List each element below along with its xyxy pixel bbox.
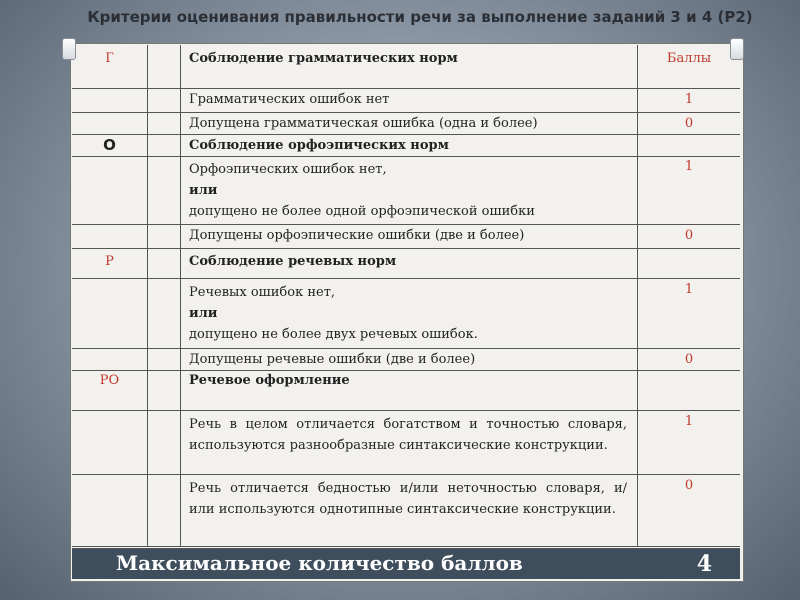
- table-row: [72, 89, 740, 113]
- table-row: [72, 113, 740, 135]
- row-line: Речевых ошибок нет,: [189, 285, 336, 300]
- points-header: Баллы: [666, 51, 712, 66]
- row-line-or: или: [189, 183, 218, 198]
- criterion-title: Соблюдение речевых норм: [180, 249, 638, 278]
- table-row: [72, 349, 740, 371]
- table-row: [72, 411, 740, 475]
- table-section-row: [72, 371, 740, 411]
- table-row: [72, 279, 740, 349]
- table-section-row: [72, 135, 740, 157]
- table-row: [72, 157, 740, 225]
- row-text: Речь отличается бедностью и/или неточностью словаря, и/ или используются однотипные синтаксические конструкции.: [180, 475, 638, 546]
- criterion-title: Соблюдение грамматических норм: [180, 45, 638, 88]
- slide-title: Критерии оценивания правильности речи за выполнение заданий 3 и 4 (Р2): [87, 8, 753, 26]
- table-section-row: [72, 249, 740, 279]
- row-line: допущено не более одной орфоэпической ошибки: [189, 204, 535, 219]
- criterion-title: Речевое оформление: [180, 371, 638, 410]
- row-line: допущено не более двух речевых ошибок.: [189, 327, 478, 342]
- row-text: Допущена грамматическая ошибка (одна и более): [180, 113, 638, 134]
- criterion-code: Р: [72, 249, 148, 278]
- total-label: Максимальное количество баллов: [116, 551, 523, 575]
- row-text: Допущены орфоэпические ошибки (две и более): [180, 225, 638, 248]
- table-row: [72, 225, 740, 249]
- row-points: 0: [684, 228, 694, 243]
- row-points: 1: [684, 159, 694, 174]
- row-points: 1: [684, 92, 694, 107]
- criterion-code: РО: [72, 371, 148, 410]
- row-line-or: или: [189, 306, 218, 321]
- criterion-code: О: [72, 135, 148, 156]
- total-row: [72, 548, 740, 579]
- table-header-row: [72, 45, 740, 89]
- criterion-code: Г: [72, 45, 148, 88]
- total-score: 4: [696, 551, 712, 577]
- row-points: 0: [684, 352, 694, 367]
- criterion-title: Соблюдение орфоэпических норм: [180, 135, 638, 156]
- row-text: Грамматических ошибок нет: [180, 89, 638, 112]
- table-row: [72, 475, 740, 547]
- row-line: Орфоэпических ошибок нет,: [189, 162, 387, 177]
- row-text: Допущены речевые ошибки (две и более): [180, 349, 638, 370]
- row-points: 0: [684, 116, 694, 131]
- row-points: 0: [684, 478, 694, 493]
- row-points: 1: [684, 414, 694, 429]
- row-points: 1: [684, 282, 694, 297]
- row-text: Речь в целом отличается богатством и точностью словаря, используются разнообразные синтаксические конструкции.: [180, 411, 638, 474]
